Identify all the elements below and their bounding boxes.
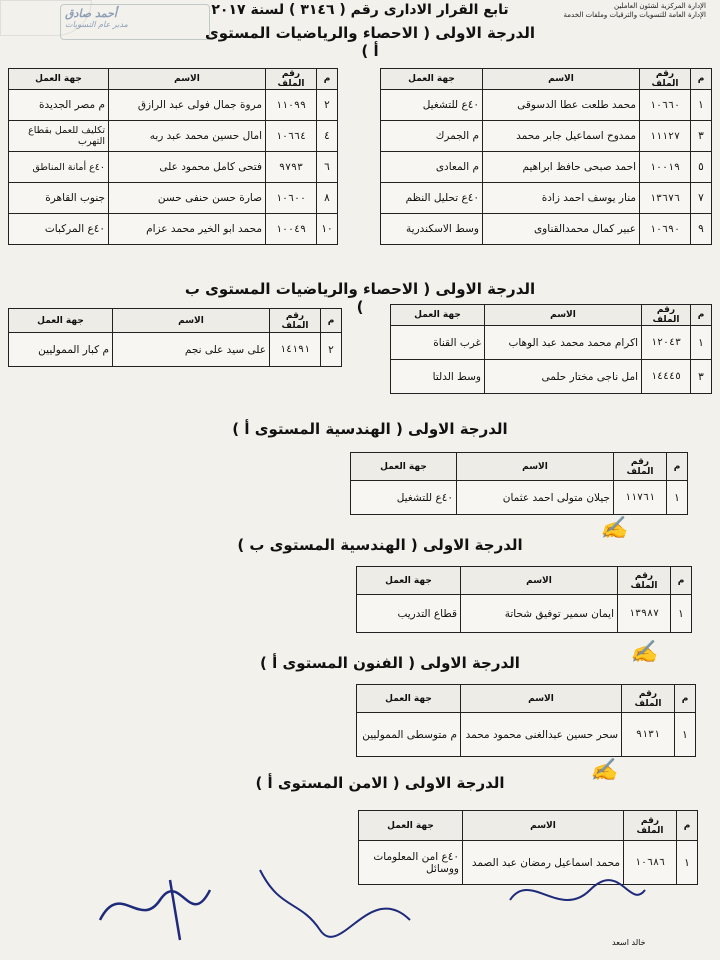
table-row: ٧ ١٣٦٧٦ منار يوسف احمد زادة ٤٠ع تحليل النظم (381, 183, 712, 214)
col-m: م (691, 305, 712, 326)
section-1-table-left (8, 68, 338, 245)
col-name: الاسم (463, 811, 624, 841)
col-m: م (677, 811, 698, 841)
section-3-title: الدرجة الاولى ( الهندسية المستوى أ ) (232, 420, 508, 438)
table-row: ١ ١٣٩٨٧ ايمان سمير توفيق شحاتة قطاع التدريب (357, 595, 692, 633)
col-m: م (691, 69, 712, 90)
table-row: ٥ ١٠٠١٩ احمد صبحى حافظ ابراهيم م المعادى (381, 152, 712, 183)
col-file: رقم الملف (618, 567, 671, 595)
section-1-table-right (380, 68, 712, 245)
table-row: ٨ ١٠٦٠٠ صارة حسن حنفى حسن جنوب القاهرة (9, 183, 338, 214)
table-row: ١ ١٠٦٦٠ محمد طلعت عطا الدسوقى ٤٠ع للتشغيل (381, 90, 712, 121)
handwritten-signature: ✍ (590, 758, 618, 783)
section-5-table (356, 684, 696, 757)
section-5-title: الدرجة الاولى ( الفنون المستوى أ ) (260, 654, 520, 672)
table-row: ٢ ١٤١٩١ على سيد على نجم م كبار المموليين (9, 333, 342, 367)
col-file: رقم الملف (270, 309, 321, 333)
section-4-title: الدرجة الاولى ( الهندسية المستوى ب ) (237, 536, 523, 554)
table-row: ٤ ١٠٦٦٤ امال حسين محمد عبد ربه تكليف للعمل بقطاع التهرب (9, 121, 338, 152)
section-3-table (350, 452, 688, 515)
org-line-1: الإدارة المركزية لشئون العاملين (614, 2, 706, 10)
col-file: رقم الملف (622, 685, 675, 713)
col-file: رقم الملف (266, 69, 317, 90)
table-row: ٣ ١٤٤٤٥ امل ناجى مختار حلمى وسط الدلتا (391, 360, 712, 394)
col-file: رقم الملف (640, 69, 691, 90)
table-row: ٩ ١٠٦٩٠ عبير كمال محمدالقناوى وسط الاسكندرية (381, 214, 712, 245)
col-dept: جهة العمل (391, 305, 485, 326)
col-dept: جهة العمل (357, 685, 461, 713)
section-6-title: الدرجة الاولى ( الامن المستوى أ ) (255, 774, 505, 792)
section-4-table (356, 566, 692, 633)
table-row: ١ ١١٧٦١ جيلان متولى احمد عثمان ٤٠ع للتشغيل (351, 481, 688, 515)
col-name: الاسم (113, 309, 270, 333)
col-name: الاسم (109, 69, 266, 90)
decision-title: تابع القرار الادارى رقم ( ٣١٤٦ ) لسنة ٢٠١٧ (211, 2, 509, 18)
table-row: ٢ ١١٠٩٩ مروة جمال فولى عبد الرازق م مصر الجديدة (9, 90, 338, 121)
stamp-role: مدير عام التسويات (65, 20, 128, 29)
col-name: الاسم (483, 69, 640, 90)
section-2-table-left (8, 308, 342, 367)
col-dept: جهة العمل (9, 69, 109, 90)
section-2-table-right (390, 304, 712, 394)
col-m: م (321, 309, 342, 333)
col-m: م (671, 567, 692, 595)
col-name: الاسم (461, 685, 622, 713)
org-line-2: الإدارة العامة للتسويات والترقيات وملفات الخدمة (563, 11, 706, 19)
col-m: م (675, 685, 696, 713)
handwritten-signature: ✍ (600, 516, 628, 541)
table-row: ٣ ١١١٢٧ ممدوح اسماعيل جابر محمد م الجمرك (381, 121, 712, 152)
table-row: ١ ١٠٦٨٦ محمد اسماعيل رمضان عبد الصمد ٤٠ع امن المعلومات ووسائل (359, 841, 698, 885)
signer-name: خالد اسعد (612, 938, 646, 947)
col-dept: جهة العمل (357, 567, 461, 595)
col-dept: جهة العمل (351, 453, 457, 481)
table-row: ١ ٩١٣١ سحر حسين عبدالغنى محمود محمد م متوسطى المموليين (357, 713, 696, 757)
section-1-title: الدرجة الاولى ( الاحصاء والرياضيات المستوى أ ) (205, 24, 535, 60)
footer-signatures (90, 860, 650, 950)
col-dept: جهة العمل (381, 69, 483, 90)
col-file: رقم الملف (642, 305, 691, 326)
col-dept: جهة العمل (9, 309, 113, 333)
col-file: رقم الملف (614, 453, 667, 481)
table-row: ١ ١٢٠٤٣ اكرام محمد محمد عبد الوهاب غرب القناة (391, 326, 712, 360)
col-file: رقم الملف (624, 811, 677, 841)
col-name: الاسم (457, 453, 614, 481)
table-row: ١٠ ١٠٠٤٩ محمد ابو الخير محمد عزام ٤٠ع المركبات (9, 214, 338, 245)
section-2-title: الدرجة الاولى ( الاحصاء والرياضيات المستوى ب ) (184, 280, 536, 316)
col-dept: جهة العمل (359, 811, 463, 841)
stamp-name: أحمد صادق (65, 7, 117, 20)
col-name: الاسم (461, 567, 618, 595)
handwritten-signature: ✍ (630, 640, 658, 665)
table-row: ٦ ٩٧٩٣ فتحى كامل محمود على ٤٠ع أمانة المناطق (9, 152, 338, 183)
col-m: م (667, 453, 688, 481)
col-name: الاسم (485, 305, 642, 326)
col-m: م (317, 69, 338, 90)
